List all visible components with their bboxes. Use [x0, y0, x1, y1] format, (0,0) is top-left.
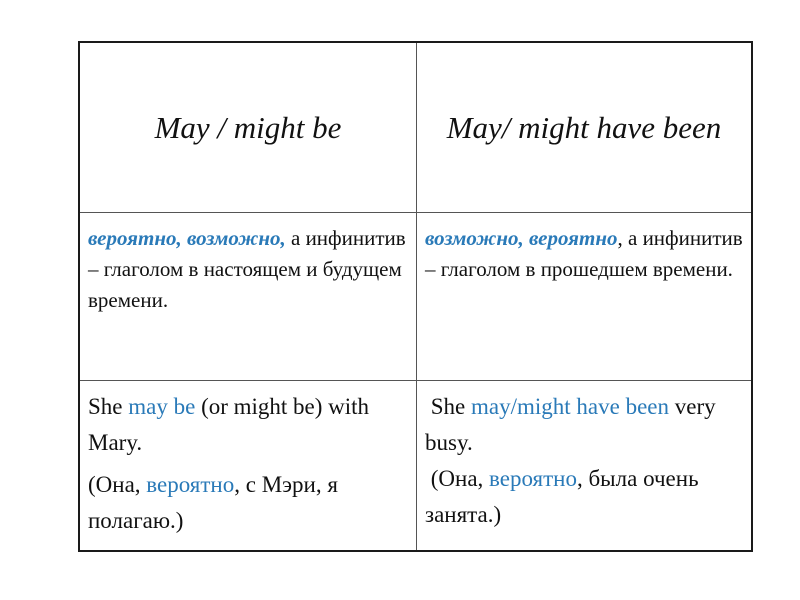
example-text: She [425, 394, 471, 419]
example-text: (or might be) with Mary. [88, 394, 370, 455]
meaning-text: , а инфинитив – глаголом в прошедшем времени. [425, 226, 743, 281]
meaning-cell-present [80, 213, 416, 380]
modal-verbs-table [78, 41, 753, 552]
meaning-highlight: возможно, вероятно [425, 226, 618, 250]
example-highlight: may/might have been [471, 394, 669, 419]
example-translation [425, 461, 743, 533]
example-translation [88, 467, 408, 539]
translation-highlight: вероятно [489, 466, 577, 491]
example-sentence [88, 389, 408, 461]
example-cell-past [417, 381, 751, 552]
example-text: very busy. [425, 394, 722, 455]
translation-text: (Она, [425, 466, 490, 491]
example-sentence [425, 389, 743, 461]
meaning-cell-past [417, 213, 751, 380]
translation-text: , была очень занята.) [425, 466, 705, 527]
header-cell-may-might-be [80, 43, 416, 212]
translation-text: , с Мэри, я полагаю.) [88, 472, 338, 533]
meaning-highlight: вероятно, возможно, [88, 226, 286, 250]
header-label: May / might be [154, 109, 342, 145]
translation-text: (Она, [88, 472, 147, 497]
translation-highlight: вероятно [146, 472, 235, 497]
meaning-text: а инфинитив – глаголом в настоящем и будущем времени. [88, 226, 406, 312]
example-cell-present [80, 381, 416, 552]
example-highlight: may be [128, 394, 196, 419]
header-cell-may-might-have-been [417, 43, 751, 212]
header-label: May/ might have been [446, 109, 722, 145]
example-text: She [88, 394, 129, 419]
